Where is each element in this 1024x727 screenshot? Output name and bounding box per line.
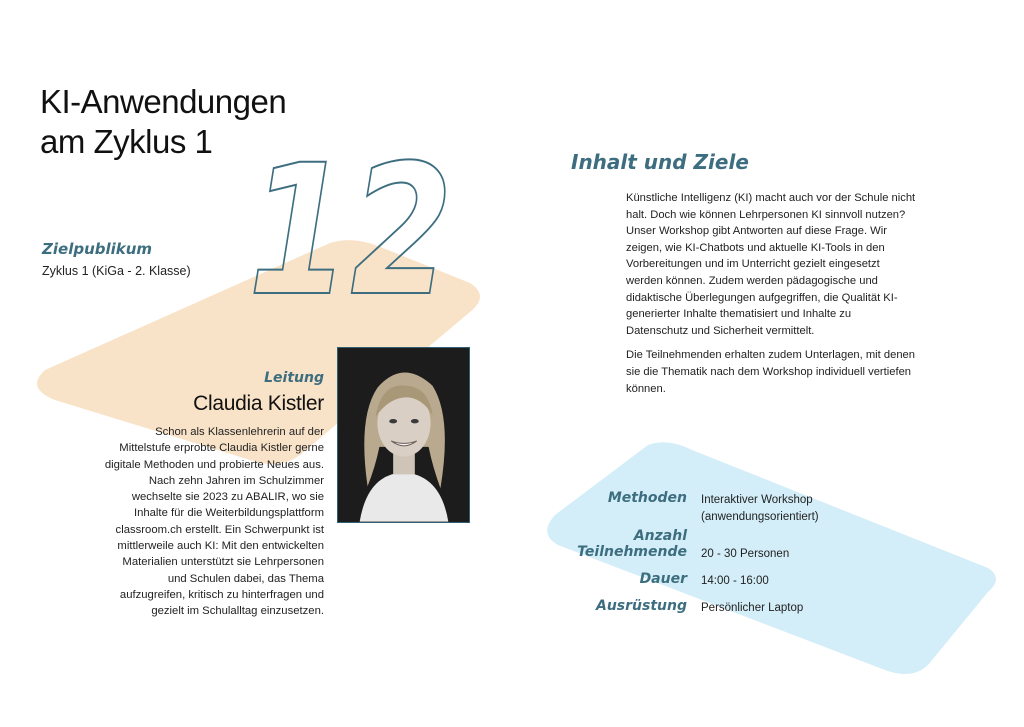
leitung-bio: Schon als Klassenlehrerin auf der Mittelstufe erprobte Claudia Kistler gerne digitale Methoden und probierte Neues aus. Nach zehn Jahren im Schulzimmer wechselte sie 2023 zu ABALIR, wo sie Inhalte für die Weiterbildungsplattform classroom.ch erstellt. Ein Schwerpunkt ist mittlerweile auch KI: Mit den entwickelten Materialien unterstützt sie Lehrpersonen und Schulen dabei, das Thema aufzugreifen, kritisch zu hinterfragen und gezielt im Schulalltag einzusetzen. <box>104 426 324 618</box>
title-line-2: am Zyklus 1 <box>40 123 213 160</box>
leitung-label: Leitung <box>264 370 324 386</box>
course-number-text: 12 <box>248 127 453 336</box>
inhalt-label: Inhalt und Ziele <box>571 150 749 174</box>
ausruestung-value: Persönlicher Laptop <box>701 602 804 614</box>
leitung-name: Claudia Kistler <box>193 392 324 415</box>
inhalt-paragraph-2: Die Teilnehmenden erhalten zudem Unterlagen, mit denen sie die Thematik nach dem Workshop individuell vertiefen können. <box>626 349 915 395</box>
anzahl-label-2: Teilnehmende <box>577 544 687 560</box>
anzahl-value: 20 - 30 Personen <box>701 548 790 560</box>
title-line-1: KI-Anwendungen <box>40 83 287 120</box>
methoden-label: Methoden <box>607 490 687 506</box>
ausruestung-label: Ausrüstung <box>596 598 687 614</box>
portrait-photo <box>337 347 470 523</box>
course-number <box>248 127 458 336</box>
portrait-image <box>338 348 469 522</box>
inhalt-body <box>626 190 916 405</box>
zielpublikum-label: Zielpublikum <box>42 240 153 258</box>
inhalt-paragraph-1: Künstliche Intelligenz (KI) macht auch vor der Schule nicht halt. Doch wie können Lehrpersonen KI sinnvoll nutzen? Unser Workshop gibt Antworten auf diese Frage. Wir zeigen, wie KI-Chatbots und aktuelle KI-Tools in den Vorbereitungen und im Unterricht gezielt eingesetzt werden können. Zudem werden pädagogische und didaktische Überlegungen aufgegriffen, die Qualität KI-generierter Inhalte thematisiert und Inhalte zu Datenschutz und Sicherheit vermittelt. <box>626 192 916 337</box>
methoden-value-2: (anwendungsorientiert) <box>701 511 819 523</box>
dauer-label: Dauer <box>639 571 687 587</box>
zielpublikum-text: Zyklus 1 (KiGa - 2. Klasse) <box>42 264 191 278</box>
methoden-value-1: Interaktiver Workshop <box>701 494 813 506</box>
anzahl-label-1: Anzahl <box>633 528 687 544</box>
dauer-value: 14:00 - 16:00 <box>701 575 769 587</box>
